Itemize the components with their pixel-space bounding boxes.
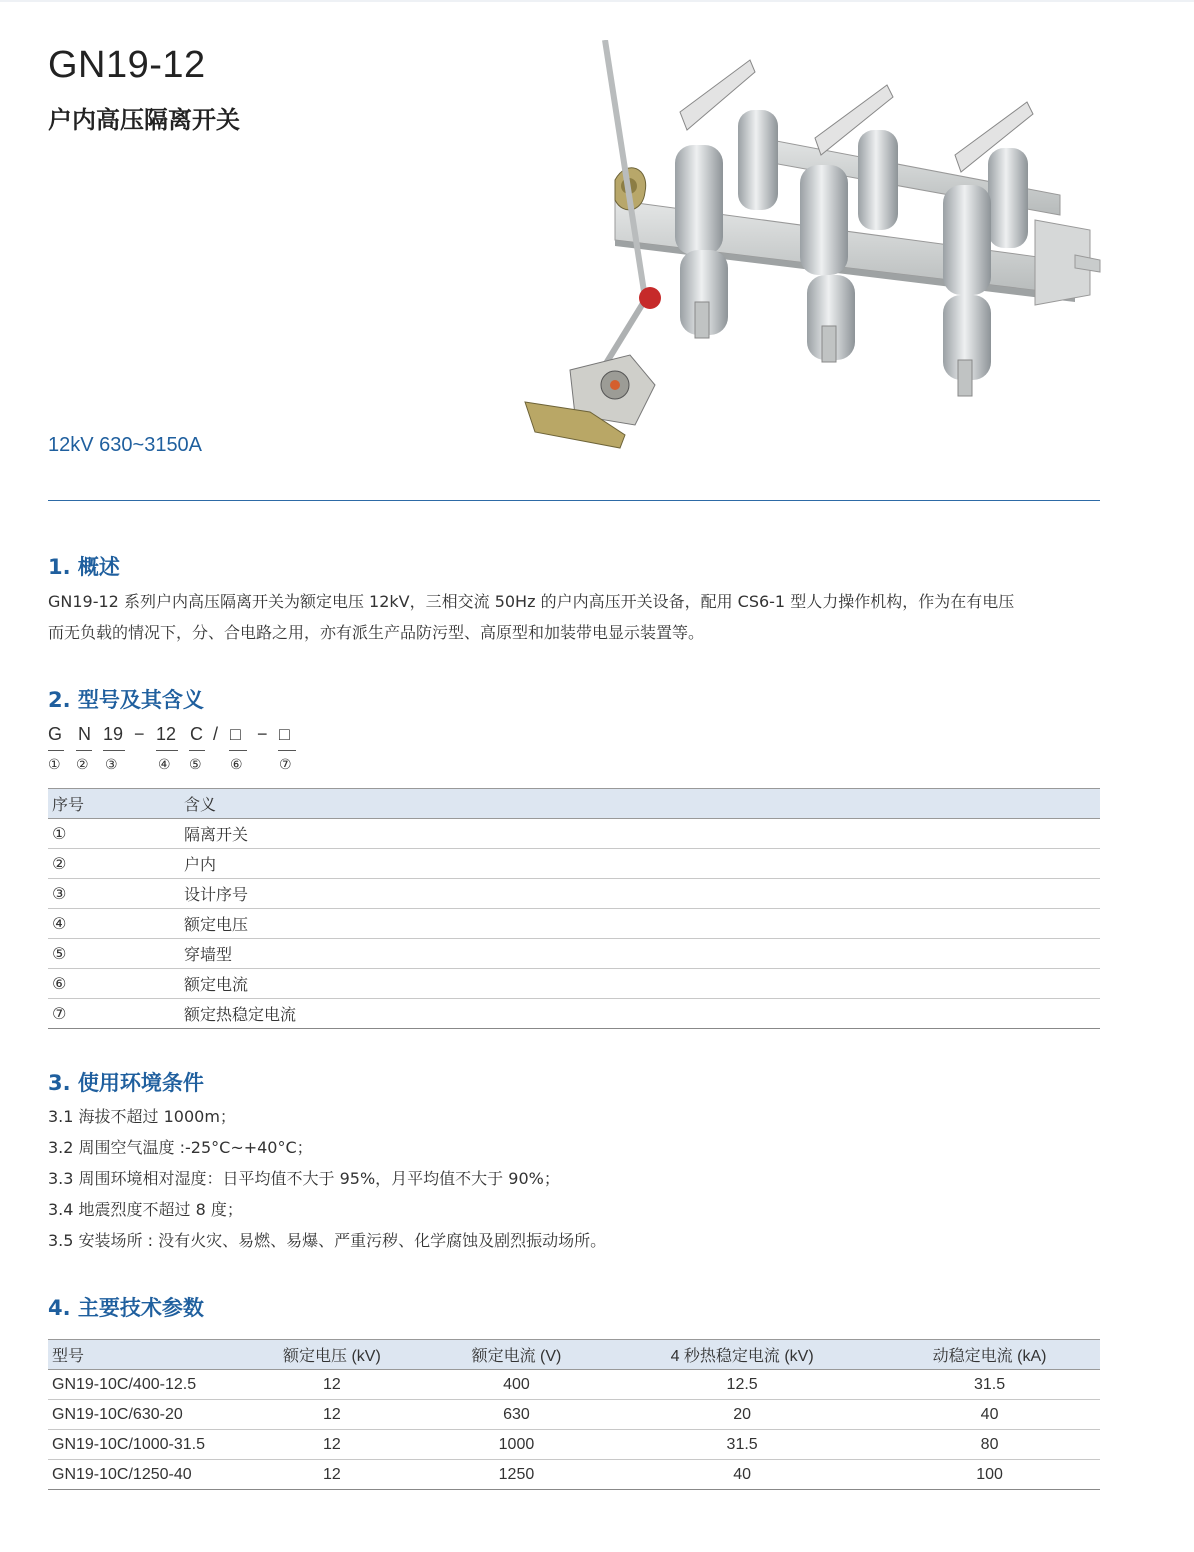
section-4-title: 4. 主要技术参数 <box>48 1296 204 1320</box>
table-cell: 40 <box>605 1460 879 1490</box>
section-1-title: 1. 概述 <box>48 555 120 579</box>
code-underline <box>229 750 247 751</box>
code-slash: / <box>213 724 219 744</box>
top-border <box>0 0 1194 2</box>
table-cell: 12 <box>236 1460 428 1490</box>
product-photo <box>515 40 1115 470</box>
code-underline <box>189 750 205 751</box>
table-cell: 630 <box>428 1400 605 1430</box>
product-subtitle: 户内高压隔离开关 <box>48 106 240 134</box>
product-model-title: GN19-12 <box>48 44 206 86</box>
table-cell: GN19-10C/1000-31.5 <box>48 1430 236 1460</box>
table-cell: 户内 <box>180 849 1100 879</box>
table-cell: 12 <box>236 1400 428 1430</box>
table-cell: 额定电流 <box>180 969 1100 999</box>
table-cell: GN19-10C/1250-40 <box>48 1460 236 1490</box>
phase-1 <box>675 60 778 338</box>
code-part-3: 19 <box>103 724 124 744</box>
table-cell: 穿墙型 <box>180 939 1100 969</box>
code-part-1: G <box>48 724 63 744</box>
table-cell: ② <box>48 849 180 879</box>
table-cell: 额定电压 <box>180 909 1100 939</box>
table-row <box>48 939 1100 969</box>
table-cell: 12 <box>236 1370 428 1400</box>
table-row <box>48 1460 1100 1490</box>
table-cell: ④ <box>48 909 180 939</box>
code-part-4: 12 <box>156 724 177 744</box>
table-row <box>48 849 1100 879</box>
column-header: 4 秒热稳定电流 (kV) <box>605 1340 879 1370</box>
technical-parameters-table <box>48 1339 1100 1490</box>
table-cell: 31.5 <box>879 1370 1100 1400</box>
code-underline <box>156 750 178 751</box>
table-header-row <box>48 789 1100 819</box>
table-cell: 1000 <box>428 1430 605 1460</box>
column-header: 额定电流 (V) <box>428 1340 605 1370</box>
code-part-6: □ <box>230 724 241 744</box>
section-3-title: 3. 使用环境条件 <box>48 1071 204 1095</box>
table-cell: GN19-10C/630-20 <box>48 1400 236 1430</box>
table-cell: GN19-10C/400-12.5 <box>48 1370 236 1400</box>
table-cell: 额定热稳定电流 <box>180 999 1100 1029</box>
table-cell: 80 <box>879 1430 1100 1460</box>
table-row <box>48 879 1100 909</box>
code-underline <box>103 750 125 751</box>
table-row <box>48 1370 1100 1400</box>
table-cell: 31.5 <box>605 1430 879 1460</box>
section-2-title: 2. 型号及其含义 <box>48 688 204 712</box>
table-cell: 100 <box>879 1460 1100 1490</box>
condition-item: 3.4 地震烈度不超过 8 度； <box>48 1200 243 1219</box>
condition-item: 3.1 海拔不超过 1000m； <box>48 1107 236 1126</box>
table-cell: 20 <box>605 1400 879 1430</box>
table-row <box>48 969 1100 999</box>
section-divider <box>48 500 1100 501</box>
code-underline <box>278 750 296 751</box>
table-row <box>48 819 1100 849</box>
table-row <box>48 1400 1100 1430</box>
code-index-4: ④ <box>158 757 171 773</box>
table-cell: 设计序号 <box>180 879 1100 909</box>
code-dash-1: − <box>134 724 145 744</box>
code-part-5: C <box>190 724 203 744</box>
code-index-1: ① <box>48 757 61 773</box>
table-row <box>48 909 1100 939</box>
table-cell: 400 <box>428 1370 605 1400</box>
column-header: 动稳定电流 (kA) <box>879 1340 1100 1370</box>
column-header: 型号 <box>48 1340 236 1370</box>
code-index-5: ⑤ <box>189 757 202 773</box>
code-underline <box>76 750 92 751</box>
phase-3 <box>943 102 1033 396</box>
code-index-6: ⑥ <box>230 757 243 773</box>
column-header: 额定电压 (kV) <box>236 1340 428 1370</box>
table-cell: ③ <box>48 879 180 909</box>
condition-item: 3.5 安装场所 : 没有火灾、易燃、易爆、严重污秽、化学腐蚀及剧烈振动场所。 <box>48 1231 607 1250</box>
section-1-line-2: 而无负载的情况下，分、合电路之用，亦有派生产品防污型、高原型和加装带电显示装置等。 <box>48 623 705 642</box>
condition-item: 3.3 周围环境相对湿度：日平均值不大于 95%，月平均值不大于 90%； <box>48 1169 560 1188</box>
model-meaning-table <box>48 788 1100 1029</box>
section-1-line-1: GN19-12 系列户内高压隔离开关为额定电压 12kV，三相交流 50Hz 的户内高压开关设备，配用 CS6-1 型人力操作机构，作为在有电压 <box>48 592 1015 611</box>
rating-summary: 12kV 630~3150A <box>48 434 203 456</box>
code-part-7: □ <box>279 724 290 744</box>
table-cell: 1250 <box>428 1460 605 1490</box>
code-index-2: ② <box>76 757 89 773</box>
condition-item: 3.2 周围空气温度 :-25°C~+40°C； <box>48 1138 313 1157</box>
code-index-3: ③ <box>105 757 118 773</box>
table-cell: ① <box>48 819 180 849</box>
table-cell: ⑤ <box>48 939 180 969</box>
code-part-2: N <box>78 724 91 744</box>
table-row <box>48 999 1100 1029</box>
table-header-row <box>48 1340 1100 1370</box>
table-row <box>48 1430 1100 1460</box>
column-header: 序号 <box>48 789 180 819</box>
column-header: 含义 <box>180 789 1100 819</box>
table-cell: ⑦ <box>48 999 180 1029</box>
table-cell: 40 <box>879 1400 1100 1430</box>
phase-2 <box>800 85 898 362</box>
table-cell: 隔离开关 <box>180 819 1100 849</box>
table-cell: ⑥ <box>48 969 180 999</box>
table-cell: 12 <box>236 1430 428 1460</box>
code-dash-2: − <box>257 724 268 744</box>
code-underline <box>48 750 64 751</box>
code-index-7: ⑦ <box>279 757 292 773</box>
table-cell: 12.5 <box>605 1370 879 1400</box>
